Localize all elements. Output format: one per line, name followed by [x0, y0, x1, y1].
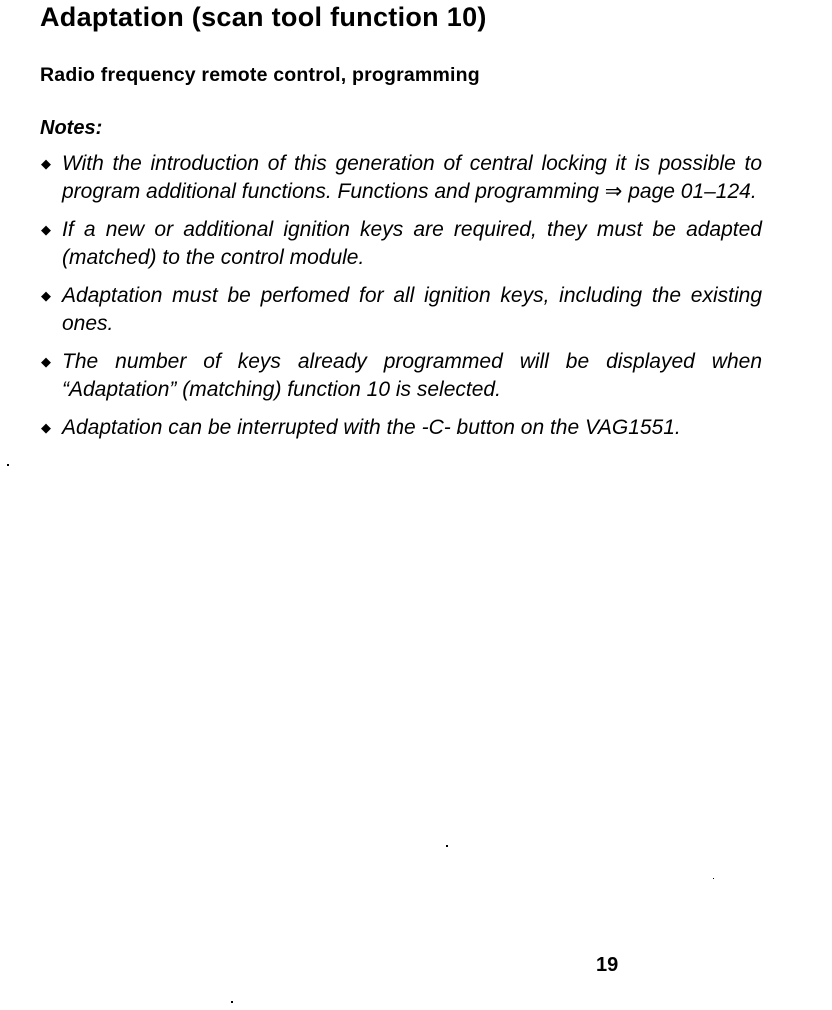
scan-speck	[7, 464, 9, 466]
section-title: Radio frequency remote control, programming	[40, 64, 480, 86]
bullet-icon: ◆	[41, 288, 51, 303]
note-item-5	[40, 414, 762, 442]
note-item-2	[40, 216, 762, 271]
scan-speck	[231, 1001, 233, 1003]
note-text: Adaptation can be interrupted with the -C- button on the VAG1551.	[62, 416, 681, 439]
notes-list	[40, 150, 762, 453]
note-item-3	[40, 282, 762, 337]
note-text: With the introduction of this generation of central locking it is possible to program additional functions. Functions and programming ⇒ page 01–124.	[62, 152, 762, 203]
bullet-icon: ◆	[41, 420, 51, 435]
note-text: The number of keys already programmed will be displayed when “Adaptation” (matching) function 10 is selected.	[62, 350, 762, 401]
scan-speck	[446, 845, 448, 847]
bullet-icon: ◆	[41, 156, 51, 171]
page-number: 19	[596, 954, 619, 976]
notes-heading: Notes:	[40, 117, 103, 139]
page-title: Adaptation (scan tool function 10)	[40, 2, 487, 32]
scan-speck	[713, 878, 714, 879]
bullet-icon: ◆	[41, 354, 51, 369]
note-item-1	[40, 150, 762, 205]
note-text: Adaptation must be perfomed for all ignition keys, including the existing ones.	[62, 284, 762, 335]
bullet-icon: ◆	[41, 222, 51, 237]
note-text: If a new or additional ignition keys are required, they must be adapted (matched) to the control module.	[62, 218, 762, 269]
note-item-4	[40, 348, 762, 403]
